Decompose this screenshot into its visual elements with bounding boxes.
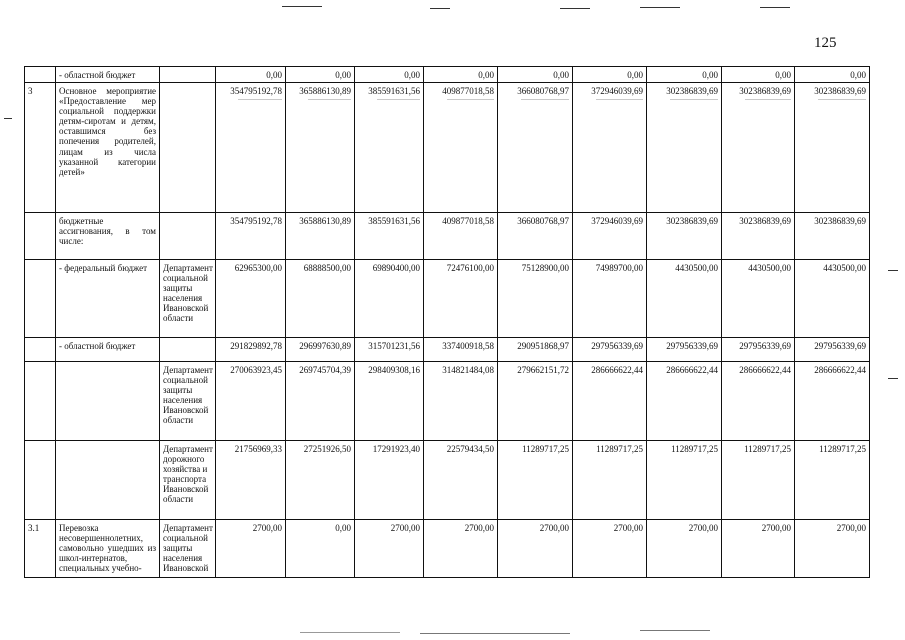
- value-text: 11289717,25: [671, 444, 718, 455]
- value-text: 385591631,56: [368, 216, 420, 227]
- value-cell: [355, 362, 424, 441]
- value-cell: [795, 520, 870, 578]
- value-text: 409877018,58: [442, 216, 494, 227]
- value-text: 269745704,39: [299, 365, 351, 376]
- row-number-cell: 3.1: [25, 520, 56, 578]
- value-text: 4430500,00: [675, 263, 718, 274]
- value-cell: [216, 362, 286, 441]
- value-cell: [286, 338, 355, 362]
- value-text: 302386839,69: [739, 86, 791, 97]
- value-cell: [573, 83, 647, 213]
- scan-mark-top-2: [430, 8, 450, 9]
- scan-artifact-line: [308, 99, 351, 100]
- value-cell: [286, 83, 355, 213]
- description-cell: [56, 441, 160, 520]
- value-text: 297956339,69: [591, 341, 643, 352]
- value-cell: [498, 213, 573, 260]
- value-cell: [355, 67, 424, 83]
- value-text: 296997630,89: [299, 341, 351, 352]
- scan-mark-right-1: [888, 270, 898, 271]
- value-cell: [573, 520, 647, 578]
- value-cell: [647, 67, 722, 83]
- value-cell: [722, 213, 795, 260]
- value-cell: [498, 67, 573, 83]
- value-text: 0,00: [335, 523, 351, 534]
- scan-mark-bottom-3: [640, 630, 710, 631]
- table-row: [25, 338, 870, 362]
- value-cell: [647, 441, 722, 520]
- scan-mark-top-1: [282, 6, 322, 7]
- scan-artifact-line: [670, 99, 718, 100]
- value-text: 365886130,89: [299, 86, 351, 97]
- value-cell: [573, 338, 647, 362]
- value-text: 2700,00: [836, 523, 866, 534]
- value-cell: [647, 362, 722, 441]
- value-cell: [216, 260, 286, 338]
- value-text: 286666622,44: [814, 365, 866, 376]
- description-cell: - федеральный бюджет: [56, 260, 160, 338]
- value-text: 4430500,00: [823, 263, 866, 274]
- value-text: 302386839,69: [739, 216, 791, 227]
- value-text: 2700,00: [252, 523, 282, 534]
- row-number-cell: [25, 213, 56, 260]
- scan-mark-bottom-1: [300, 632, 400, 633]
- value-text: 365886130,89: [299, 216, 351, 227]
- value-cell: [216, 520, 286, 578]
- description-cell: - областной бюджет: [56, 338, 160, 362]
- value-cell: [795, 338, 870, 362]
- value-text: 354795192,78: [230, 86, 282, 97]
- value-text: 11289717,25: [522, 444, 569, 455]
- value-text: 270063923,45: [230, 365, 282, 376]
- value-cell: [795, 67, 870, 83]
- value-text: 298409308,16: [368, 365, 420, 376]
- description-cell: [56, 362, 160, 441]
- value-text: 302386839,69: [666, 216, 718, 227]
- value-text: 0,00: [478, 70, 494, 80]
- value-text: 366080768,97: [517, 86, 569, 97]
- scan-artifact-line: [596, 99, 643, 100]
- scan-artifact-line: [521, 99, 569, 100]
- value-text: 286666622,44: [666, 365, 718, 376]
- value-text: 315701231,56: [368, 341, 420, 352]
- value-cell: [216, 441, 286, 520]
- value-cell: [647, 520, 722, 578]
- value-cell: [498, 338, 573, 362]
- value-text: 0,00: [266, 70, 282, 80]
- budget-table: [24, 66, 870, 578]
- executor-cell: Департамент дорожного хозяйства и транспорта Ивановской области: [160, 441, 216, 520]
- value-text: 69890400,00: [372, 263, 420, 274]
- value-cell: [573, 260, 647, 338]
- row-number-cell: [25, 362, 56, 441]
- value-text: 2700,00: [464, 523, 494, 534]
- value-text: 354795192,78: [230, 216, 282, 227]
- value-cell: [498, 362, 573, 441]
- description-cell: бюджетные ассигнования, в том числе:: [56, 213, 160, 260]
- value-text: 72476100,00: [446, 263, 494, 274]
- row-number-cell: [25, 67, 56, 83]
- value-cell: [573, 67, 647, 83]
- value-cell: [286, 67, 355, 83]
- value-text: 279662151,72: [517, 365, 569, 376]
- value-cell: [286, 520, 355, 578]
- scan-artifact-line: [447, 99, 494, 100]
- value-text: 291829892,78: [230, 341, 282, 352]
- value-text: 11289717,25: [596, 444, 643, 455]
- value-text: 4430500,00: [748, 263, 791, 274]
- scan-mark-top-5: [760, 7, 790, 8]
- value-cell: [355, 260, 424, 338]
- table-row: [25, 83, 870, 213]
- value-cell: [795, 260, 870, 338]
- table-body: [25, 67, 870, 578]
- value-cell: [647, 338, 722, 362]
- row-number-cell: 3: [25, 83, 56, 213]
- table-row: [25, 67, 870, 83]
- value-cell: [722, 260, 795, 338]
- value-text: 11289717,25: [819, 444, 866, 455]
- value-cell: [498, 441, 573, 520]
- value-text: 297956339,69: [666, 341, 718, 352]
- value-text: 2700,00: [761, 523, 791, 534]
- value-cell: [647, 260, 722, 338]
- value-cell: [216, 67, 286, 83]
- value-text: 286666622,44: [739, 365, 791, 376]
- value-cell: [355, 213, 424, 260]
- value-cell: [216, 83, 286, 213]
- value-cell: [795, 362, 870, 441]
- value-cell: [424, 338, 498, 362]
- value-text: 2700,00: [539, 523, 569, 534]
- value-cell: [286, 213, 355, 260]
- value-cell: [722, 441, 795, 520]
- value-cell: [424, 441, 498, 520]
- value-cell: [722, 520, 795, 578]
- value-cell: [498, 83, 573, 213]
- value-cell: [424, 213, 498, 260]
- row-number-cell: [25, 338, 56, 362]
- value-cell: [573, 441, 647, 520]
- scan-artifact-line: [377, 99, 420, 100]
- value-text: 0,00: [627, 70, 643, 80]
- value-text: 372946039,69: [591, 216, 643, 227]
- value-text: 337400918,58: [442, 341, 494, 352]
- scan-mark-top-3: [560, 8, 590, 9]
- value-cell: [647, 213, 722, 260]
- value-cell: [216, 213, 286, 260]
- executor-cell: Департамент социальной защиты населения Ивановской: [160, 520, 216, 578]
- value-cell: [647, 83, 722, 213]
- executor-cell: [160, 338, 216, 362]
- table-row: [25, 260, 870, 338]
- value-text: 302386839,69: [666, 86, 718, 97]
- executor-cell: [160, 83, 216, 213]
- value-text: 314821484,08: [442, 365, 494, 376]
- executor-cell: Департамент социальной защиты населения Ивановской области: [160, 260, 216, 338]
- row-number-cell: [25, 441, 56, 520]
- value-text: 17291923,40: [372, 444, 420, 455]
- value-cell: [722, 338, 795, 362]
- value-text: 2700,00: [390, 523, 420, 534]
- value-cell: [355, 520, 424, 578]
- scan-mark-left: [4, 118, 12, 119]
- value-cell: [286, 362, 355, 441]
- row-number-cell: [25, 260, 56, 338]
- value-text: 366080768,97: [517, 216, 569, 227]
- value-cell: [424, 83, 498, 213]
- value-text: 385591631,56: [368, 86, 420, 97]
- value-cell: [573, 213, 647, 260]
- value-text: 302386839,69: [814, 86, 866, 97]
- page-number: 125: [814, 35, 837, 51]
- value-cell: [286, 260, 355, 338]
- value-text: 21756969,33: [234, 444, 282, 455]
- table-row: [25, 441, 870, 520]
- value-text: 290951868,97: [517, 341, 569, 352]
- value-text: 302386839,69: [814, 216, 866, 227]
- value-text: 286666622,44: [591, 365, 643, 376]
- value-text: 0,00: [850, 70, 866, 80]
- value-text: 0,00: [404, 70, 420, 80]
- value-cell: [355, 83, 424, 213]
- value-text: 68888500,00: [303, 263, 351, 274]
- scan-mark-right-2: [888, 378, 898, 379]
- value-text: 2700,00: [688, 523, 718, 534]
- table-row: [25, 213, 870, 260]
- value-cell: [498, 260, 573, 338]
- value-text: 0,00: [775, 70, 791, 80]
- value-cell: [424, 260, 498, 338]
- value-cell: [795, 213, 870, 260]
- table-row: [25, 520, 870, 578]
- value-text: 0,00: [702, 70, 718, 80]
- value-cell: [722, 67, 795, 83]
- value-text: 75128900,00: [521, 263, 569, 274]
- table-row: [25, 362, 870, 441]
- value-cell: [795, 83, 870, 213]
- value-cell: [722, 83, 795, 213]
- value-text: 0,00: [553, 70, 569, 80]
- value-cell: [355, 338, 424, 362]
- value-text: 27251926,50: [303, 444, 351, 455]
- value-cell: [498, 520, 573, 578]
- value-text: 409877018,58: [442, 86, 494, 97]
- value-text: 0,00: [335, 70, 351, 80]
- value-cell: [795, 441, 870, 520]
- scan-artifact-line: [238, 99, 282, 100]
- value-cell: [216, 338, 286, 362]
- value-text: 372946039,69: [591, 86, 643, 97]
- value-text: 22579434,50: [446, 444, 494, 455]
- value-text: 11289717,25: [744, 444, 791, 455]
- value-cell: [722, 362, 795, 441]
- value-cell: [573, 362, 647, 441]
- value-cell: [355, 441, 424, 520]
- value-text: 297956339,69: [739, 341, 791, 352]
- scan-mark-bottom-2: [420, 633, 570, 634]
- value-cell: [424, 362, 498, 441]
- value-text: 74989700,00: [595, 263, 643, 274]
- description-cell: - областной бюджет: [56, 67, 160, 83]
- executor-cell: Департамент социальной защиты населения Ивановской области: [160, 362, 216, 441]
- executor-cell: [160, 213, 216, 260]
- description-cell: Перевозка несовершеннолетних, самовольно ушедших из школ-интернатов, специальных учебно-: [56, 520, 160, 578]
- value-cell: [424, 67, 498, 83]
- value-cell: [286, 441, 355, 520]
- description-cell: Основное мероприятие «Предоставление мер социальной поддержки детям-сиротам и детям, оставшимся без попечения родителей, лицам из числа указанной категории детей»: [56, 83, 160, 213]
- scan-mark-top-4: [640, 7, 680, 8]
- value-text: 297956339,69: [814, 341, 866, 352]
- value-text: 2700,00: [613, 523, 643, 534]
- scan-artifact-line: [818, 99, 866, 100]
- value-cell: [424, 520, 498, 578]
- executor-cell: [160, 67, 216, 83]
- value-text: 62965300,00: [234, 263, 282, 274]
- scan-artifact-line: [745, 99, 791, 100]
